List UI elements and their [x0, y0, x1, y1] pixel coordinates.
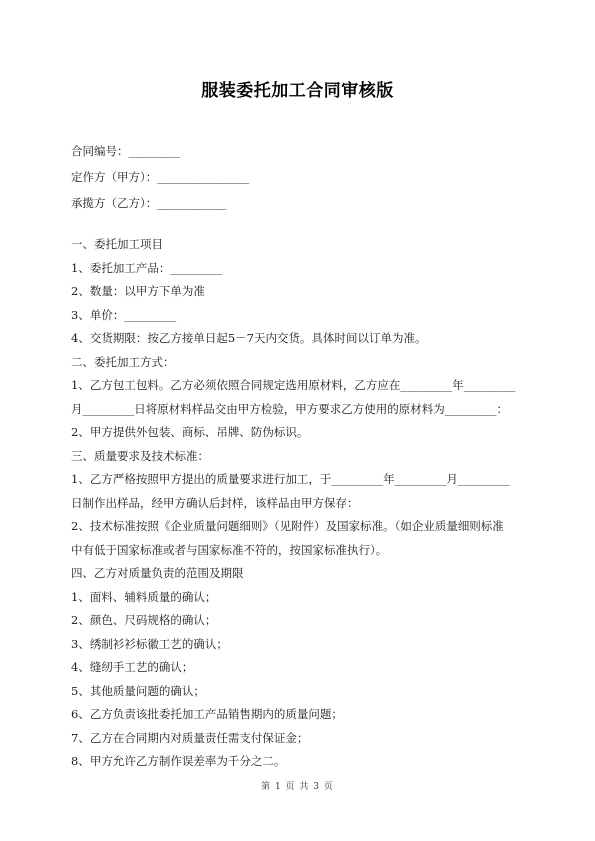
party-a-line: 定作方（甲方）：________________	[71, 170, 250, 184]
party-b-line: 承揽方（乙方）：____________	[71, 196, 227, 210]
section-heading: 三、质量要求及技术标准：	[71, 448, 209, 463]
clause: 4、缝纫手工艺的确认；	[71, 660, 194, 674]
contract-body	[71, 233, 531, 774]
clause: 1、面料、辅料质量的确认；	[71, 589, 217, 604]
clause-continuation: 月_________日将原材料样品交由甲方检验，甲方要求乙方使用的原材料为_________：	[71, 401, 508, 416]
clause: 1、乙方严格按照甲方提出的质量要求进行加工，于_________年_________月_________	[71, 472, 510, 486]
clause: 4、交货期限：按乙方接单日起5－7天内交货。具体时间以订单为准。	[71, 331, 427, 345]
document-title: 服装委托加工合同审核版	[201, 81, 394, 101]
clause: 5、其他质量问题的确认；	[71, 683, 205, 698]
clause: 2、甲方提供外包装、商标、吊牌、防伪标识。	[71, 425, 309, 439]
clause-continuation: 日制作出样品，经甲方确认后封样，该样品由甲方保存：	[71, 495, 359, 510]
clause: 2、数量：以甲方下单为准	[71, 284, 205, 298]
clause: 3、单价：_________	[71, 307, 177, 322]
clause: 3、绣制衫衫标徽工艺的确认；	[71, 636, 228, 651]
contract-header	[71, 138, 531, 216]
clause: 8、甲方允许乙方制作误差率为千分之二。	[71, 754, 286, 768]
section-heading: 四、乙方对质量负责的范围及期限	[71, 566, 244, 580]
clause: 6、乙方负责该批委托加工产品销售期内的质量问题；	[71, 707, 343, 721]
clause: 1、乙方包工包料。乙方必须依照合同规定选用原材料，乙方应在_________年_________	[71, 378, 516, 392]
clause: 7、乙方在合同期内对质量责任需支付保证金；	[71, 730, 309, 745]
clause: 2、颜色、尺码规格的确认；	[71, 613, 217, 627]
clause: 2、技术标准按照《企业质量问题细则》（见附件）及国家标准。（如企业质量细则标准	[71, 519, 504, 533]
page-number: 第 1 页 共 3 页	[261, 782, 334, 792]
section-heading: 一、委托加工项目	[71, 237, 163, 251]
clause-continuation: 中有低于国家标准或者与国家标准不符的，按国家标准执行）。	[71, 542, 388, 557]
clause: 1、委托加工产品：_________	[71, 260, 223, 275]
section-heading: 二、委托加工方式：	[71, 354, 175, 369]
contract-number-line: 合同编号：_________	[71, 144, 181, 158]
